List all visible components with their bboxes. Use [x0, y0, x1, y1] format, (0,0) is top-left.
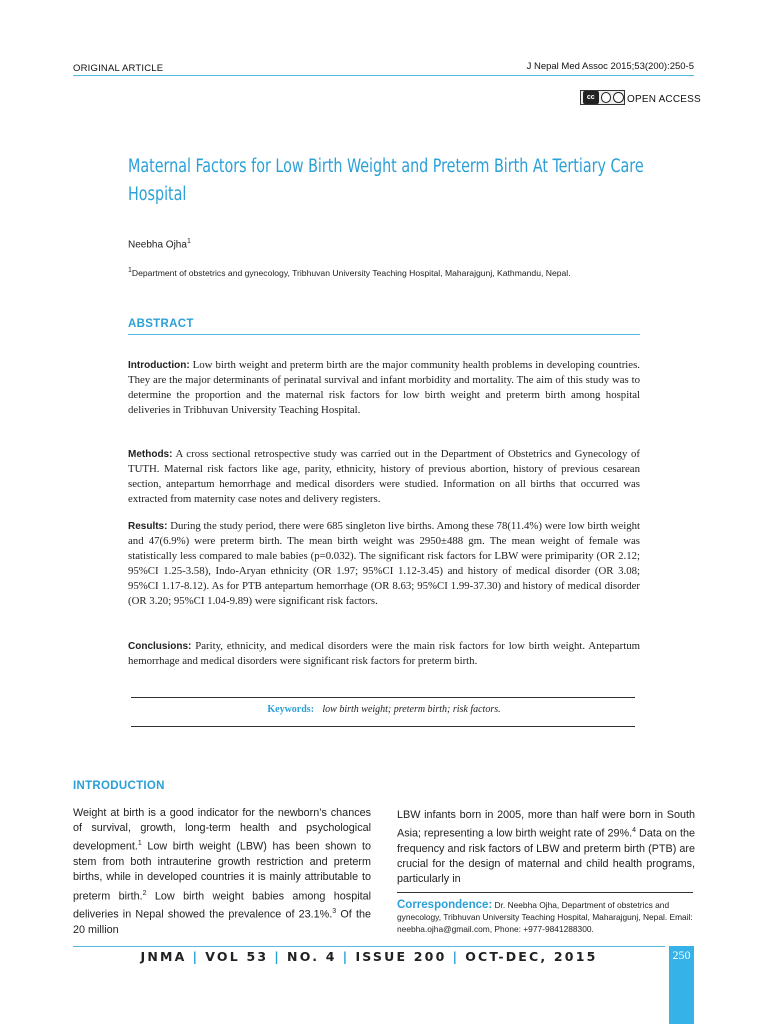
keywords-label: Keywords:	[267, 704, 315, 715]
intro-text-segment: LBW infants born in 2005, more than half were born in South Asia; representing a low birth weight rate of 29%.	[397, 809, 695, 840]
footer-issue: ISSUE 200	[355, 949, 447, 964]
results-label: Results:	[128, 521, 168, 532]
journal-footer	[73, 949, 665, 964]
author-affiliation-marker: 1	[186, 238, 191, 245]
intro-text-segment: Low birth weight (LBW) has been shown to stem from both intrauterine growth restriction and preterm births, while in developed countries it is mainly attributable to preterm birth.	[73, 841, 371, 903]
page-number: 250	[672, 948, 691, 962]
affiliation-text: Department of obstetrics and gynecology, Tribhuvan University Teaching Hospital, Maharajgunj, Kathmandu, Nepal.	[131, 267, 571, 278]
introduction-right-column	[397, 808, 695, 888]
abstract-conclusions	[128, 639, 640, 669]
footer-volume: VOL 53	[205, 949, 269, 964]
citation: J Nepal Med Assoc 2015;53(200):250-5	[526, 61, 694, 72]
affiliation-marker: 1	[128, 267, 132, 274]
footer-journal: JNMA	[140, 949, 187, 964]
keywords-top-rule	[131, 697, 635, 698]
creative-commons-icon	[580, 90, 625, 105]
footer-separator: |	[342, 949, 350, 964]
keywords-text: low birth weight; preterm birth; risk factors.	[322, 704, 501, 715]
citation-ref: 4	[632, 827, 636, 835]
citation-ref: 3	[332, 908, 337, 916]
author-line	[128, 238, 191, 250]
footer-number: NO. 4	[287, 949, 337, 964]
author-name: Neebha Ojha	[128, 239, 187, 251]
intro-text-segment: Low birth weight babies among hospital deliveries in Nepal showed the prevalence of 23.1%.	[73, 890, 372, 921]
introduction-label: Introduction:	[128, 360, 190, 371]
footer-separator: |	[192, 949, 200, 964]
footer-separator: |	[274, 949, 282, 964]
correspondence-text: Dr. Neebha Ojha, Department of obstetrics and gynecology, Tribhuvan University Teaching Hospital, Maharajgunj, Nepal. Email: neebha.ojha@gmail.com, Phone: +977-9841288300.	[397, 900, 693, 934]
footer-divider	[73, 946, 665, 947]
introduction-heading: INTRODUCTION	[73, 780, 165, 792]
article-title: Maternal Factors for Low Birth Weight and Preterm Birth At Tertiary Care Hospital	[128, 156, 644, 205]
citation-ref: 2	[142, 889, 147, 897]
methods-text: A cross sectional retrospective study was carried out in the Department of Obstetrics and Gynecology of TUTH. Maternal risk factors like age, parity, ethnicity, history of previous abortion, history of previous cesarean section, antepartum hemorrhage and medical disorders were studied. Information on all births that occurred was extracted from maternity case notes and delivery registers.	[128, 448, 640, 506]
footer-period: OCT-DEC, 2015	[465, 949, 598, 964]
open-access-label: OPEN ACCESS	[627, 94, 701, 105]
correspondence-rule	[397, 892, 693, 893]
keywords-bottom-rule	[131, 726, 635, 727]
cc-nc-icon	[613, 92, 624, 103]
cc-by-icon	[601, 92, 612, 103]
intro-text-segment: Data on the frequency and risk factors of LBW and preterm birth (PTB) are crucial for the design of maternal and child health programs, particularly in	[397, 827, 695, 886]
methods-label: Methods:	[128, 449, 173, 460]
introduction-left-column	[73, 806, 371, 938]
abstract-methods	[128, 447, 640, 507]
abstract-introduction	[128, 358, 640, 418]
conclusions-label: Conclusions:	[128, 641, 192, 652]
citation-ref: 1	[137, 840, 142, 848]
intro-text-segment: Weight at birth is a good indicator for the newborn’s chances of survival, growth, long-term health and psychological development.	[73, 807, 371, 853]
keywords	[128, 704, 640, 715]
conclusions-text: Parity, ethnicity, and medical disorders were the main risk factors for low birth weight. Antepartum hemorrhage and medical disorders were significant risk factors for preterm birth.	[128, 640, 640, 668]
correspondence-label: Correspondence:	[397, 899, 493, 911]
abstract-results	[128, 519, 640, 610]
correspondence	[397, 899, 693, 935]
cc-logo-icon: cc	[583, 91, 599, 104]
results-text: During the study period, there were 685 singleton live births. Among these 78(11.4%) were low birth weight and 47(6.9%) were preterm birth. The mean birth weight was 2950±488 gm. The mean weight of female was statistically less compared to male babies (p=0.032). The significant risk factors for LBW were primiparity (OR 2.12; 95%CI 1.25-3.58), Indo-Aryan ethnicity (OR 1.97; 95%CI 1.12-3.45) and history of medical disorder (OR 3.08; 95%CI 1.17-8.12). As for PTB antepartum hemorrhage (OR 8.63; 95%CI 1.99-37.30) and history of medical disorder (OR 3.20; 95%CI 1.04-9.89) were significant risk factors.	[128, 520, 640, 608]
intro-text-segment: Of the 20 million	[73, 909, 371, 937]
affiliation	[128, 267, 571, 278]
abstract-heading: ABSTRACT	[128, 318, 194, 330]
article-type-label: ORIGINAL ARTICLE	[73, 63, 164, 74]
footer-separator: |	[452, 949, 460, 964]
abstract-divider	[128, 334, 640, 335]
header-divider	[73, 75, 694, 76]
introduction-text: Low birth weight and preterm birth are the major community health problems in developing countries. They are the major determinants of perinatal survival and infant morbidity and mortality. The aim of this study was to determine the proportion and the maternal risk factors for low birth weight and preterm birth among hospital deliveries in Tribhuvan University Teaching Hospital.	[128, 359, 640, 417]
